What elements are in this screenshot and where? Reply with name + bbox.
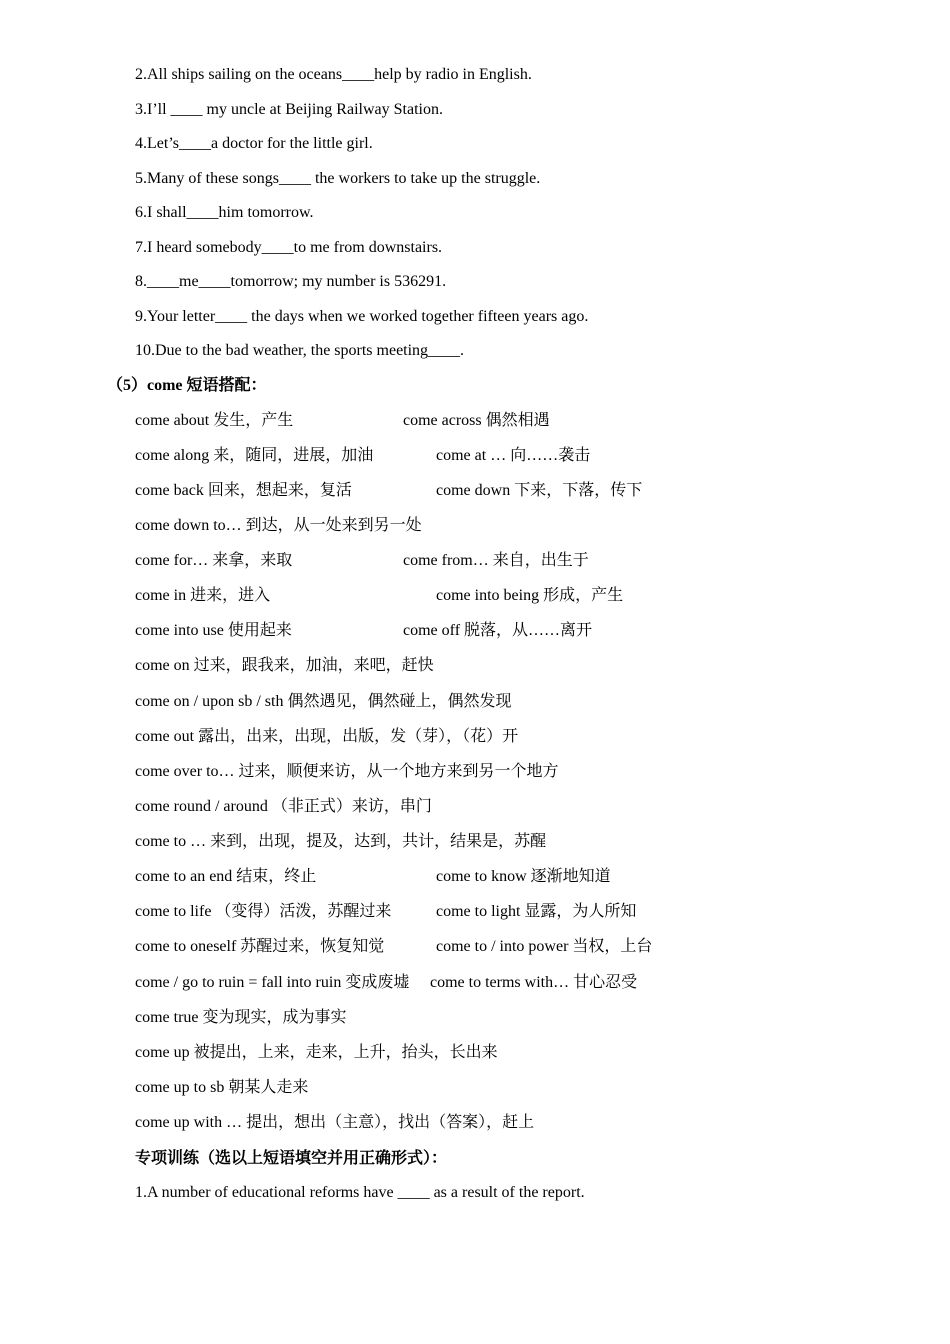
phrase-left: come up 被提出，上来，走来，上升，抬头，长出来 xyxy=(135,1044,498,1061)
phrase-left: come / go to ruin = fall into ruin 变成废墟 xyxy=(135,974,410,991)
phrase-left: come up with … 提出，想出（主意），找出（答案），赶上 xyxy=(135,1114,535,1131)
exercise-item: 3.I’ll ____ my uncle at Beijing Railway Station. xyxy=(135,101,443,118)
phrase-left: come in 进来，进入 xyxy=(135,587,271,604)
phrase-row xyxy=(135,1043,498,1063)
phrase-row xyxy=(135,516,422,536)
phrase-left: come to life （变得）活泼，苏醒过来 xyxy=(135,903,392,920)
exercise-item: 7.I heard somebody____to me from downstairs. xyxy=(135,239,443,256)
phrase-right: come at … 向……袭击 xyxy=(436,447,591,464)
phrase-left: come round / around （非正式）来访，串门 xyxy=(135,798,432,815)
exercise-item: 5.Many of these songs____ the workers to take up the struggle. xyxy=(135,170,541,187)
phrase-row xyxy=(135,1078,308,1098)
phrase-left: come for… 来拿，来取 xyxy=(135,552,293,569)
phrase-right: come to light 显露，为人所知 xyxy=(436,903,637,920)
exercise-item: 1.A number of educational reforms have ____ as a result of the report. xyxy=(135,1184,585,1201)
phrase-right: come to terms with… 甘心忍受 xyxy=(430,974,638,991)
phrase-right: come from… 来自，出生于 xyxy=(403,552,589,569)
phrase-row xyxy=(135,621,593,641)
phrase-left: come over to… 过来，顺便来访，从一个地方来到另一个地方 xyxy=(135,763,559,780)
phrase-row xyxy=(135,762,559,782)
phrase-left: come along 来，随同，进展，加油 xyxy=(135,447,374,464)
phrase-left: come out 露出，出来，出现，出版，发（芽），（花）开 xyxy=(135,728,519,745)
phrase-left: come true 变为现实，成为事实 xyxy=(135,1009,347,1026)
exercise-item: 4.Let’s____a doctor for the little girl. xyxy=(135,135,373,152)
exercise-item: 2.All ships sailing on the oceans____help by radio in English. xyxy=(135,66,532,83)
phrase-right: come across 偶然相遇 xyxy=(403,412,550,429)
exercise-item: 8.____me____tomorrow; my number is 536291. xyxy=(135,273,447,290)
phrase-left: come up to sb 朝某人走来 xyxy=(135,1079,309,1096)
exercise-item: 10.Due to the bad weather, the sports meeting____. xyxy=(135,342,465,359)
phrase-left: come to an end 结束，终止 xyxy=(135,868,317,885)
phrase-left: come about 发生，产生 xyxy=(135,412,294,429)
phrase-row xyxy=(135,411,550,431)
phrase-right: come down 下来，下落，传下 xyxy=(436,482,643,499)
phrase-row xyxy=(135,832,546,852)
phrase-row xyxy=(135,551,589,571)
phrase-row xyxy=(135,902,637,922)
phrase-row xyxy=(135,1008,347,1028)
phrase-row xyxy=(135,1113,534,1133)
phrase-row xyxy=(135,973,638,993)
training-heading: 专项训练（选以上短语填空并用正确形式）： xyxy=(135,1150,448,1167)
phrase-right: come into being 形成，产生 xyxy=(436,587,624,604)
phrase-row xyxy=(135,481,643,501)
phrase-right: come to / into power 当权，上台 xyxy=(436,938,653,955)
phrase-row xyxy=(135,797,432,817)
phrase-left: come into use 使用起来 xyxy=(135,622,292,639)
phrase-left: come on 过来，跟我来，加油，来吧，赶快 xyxy=(135,657,434,674)
phrase-row xyxy=(135,692,511,712)
phrase-right: come to know 逐渐地知道 xyxy=(436,868,611,885)
phrase-row xyxy=(135,656,434,676)
phrase-left: come on / upon sb / sth 偶然遇见，偶然碰上，偶然发现 xyxy=(135,693,512,710)
section-heading: （5）come 短语搭配： xyxy=(107,377,267,394)
phrase-row xyxy=(135,727,518,747)
phrase-row xyxy=(135,867,611,887)
phrase-right: come off 脱落，从……离开 xyxy=(403,622,593,639)
phrase-row xyxy=(135,586,624,606)
phrase-left: come down to… 到达，从一处来到另一处 xyxy=(135,517,422,534)
exercise-item: 6.I shall____him tomorrow. xyxy=(135,204,314,221)
phrase-row xyxy=(135,937,653,957)
phrase-left: come to … 来到，出现，提及，达到，共计，结果是，苏醒 xyxy=(135,833,547,850)
phrase-row xyxy=(135,446,591,466)
exercise-item: 9.Your letter____ the days when we worked together fifteen years ago. xyxy=(135,308,589,325)
phrase-left: come to oneself 苏醒过来，恢复知觉 xyxy=(135,938,385,955)
phrase-left: come back 回来，想起来，复活 xyxy=(135,482,352,499)
